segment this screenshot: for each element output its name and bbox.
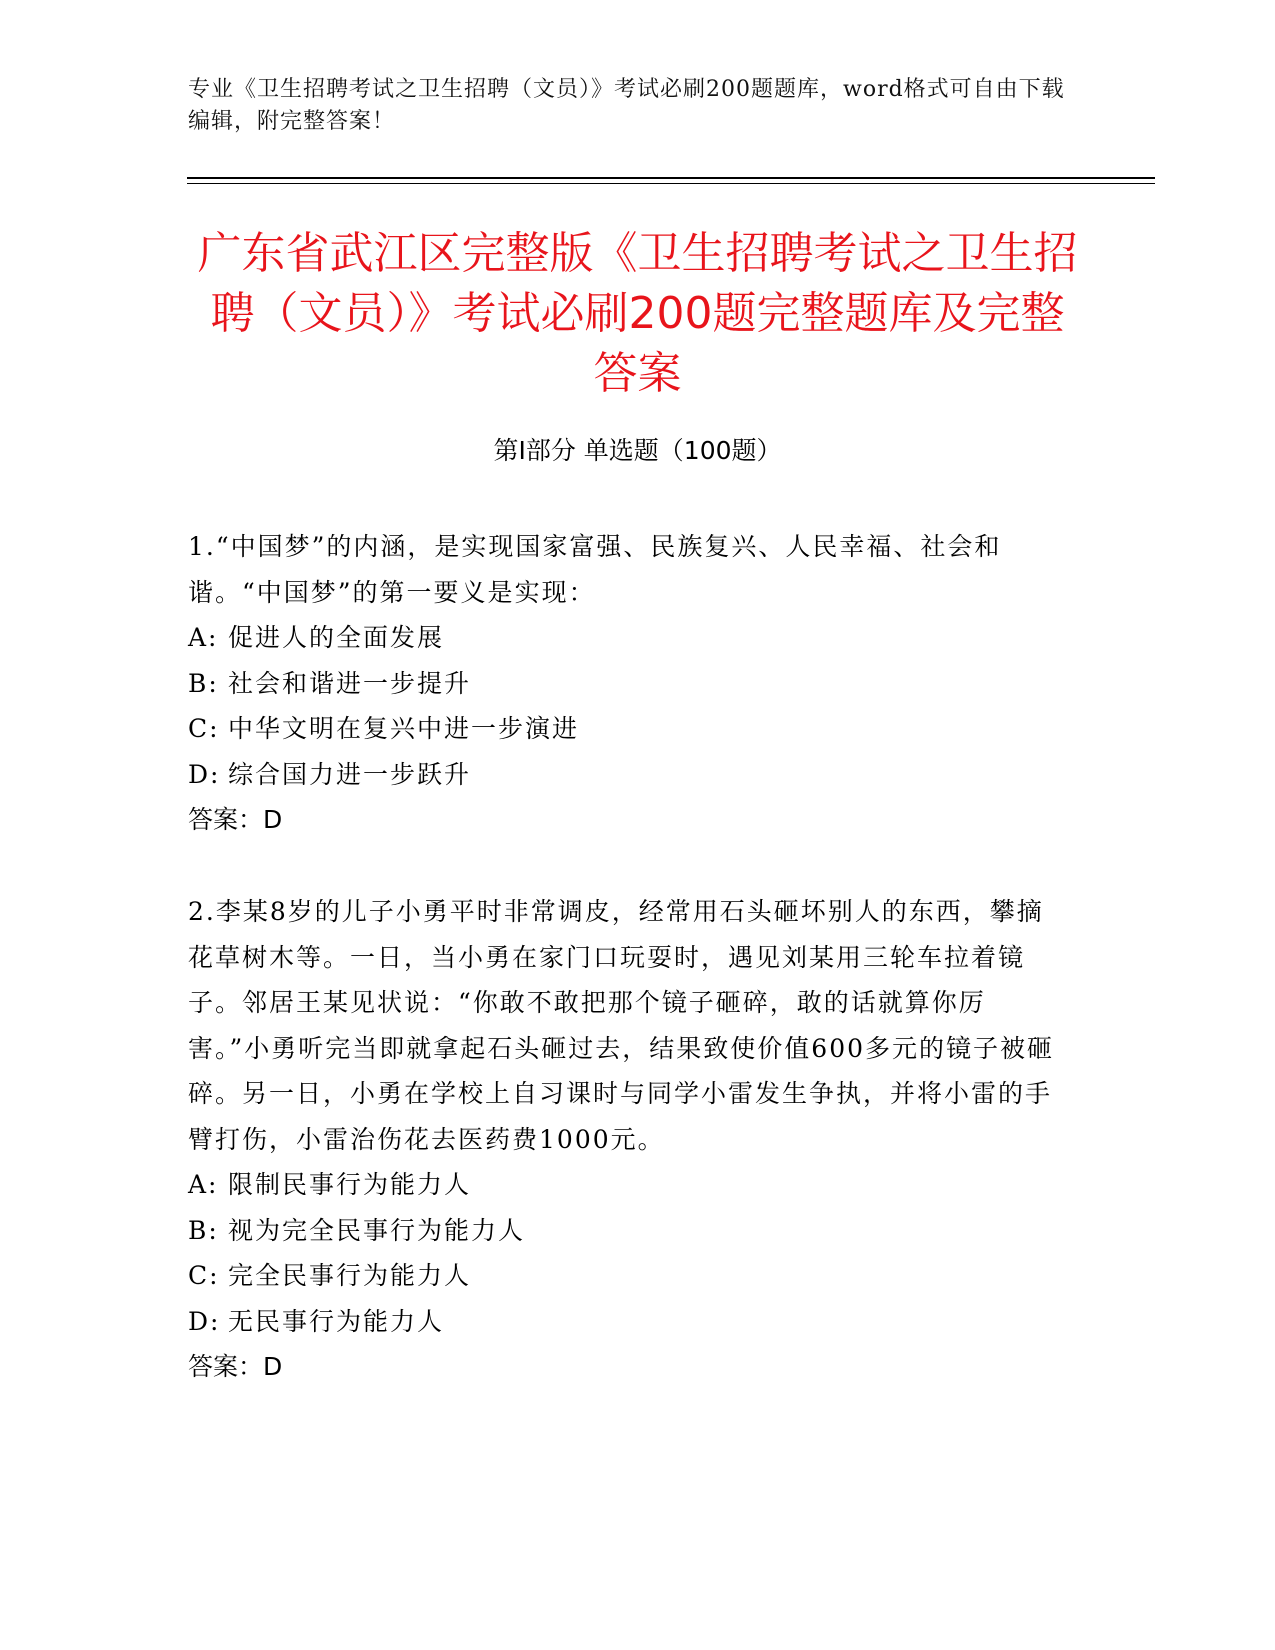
option-letter: C:	[188, 714, 220, 743]
question-1	[188, 524, 1068, 843]
question-stem: 1.“中国梦”的内涵，是实现国家富强、民族复兴、人民幸福、社会和谐。“中国梦”的第一要义是实现：	[188, 532, 1002, 607]
option-letter: A:	[188, 623, 219, 652]
option-b	[188, 1208, 1068, 1254]
header-divider-thin	[187, 183, 1155, 184]
option-c	[188, 1253, 1068, 1299]
answer-line: 答案：D	[188, 805, 283, 834]
option-a	[188, 1162, 1068, 1208]
option-letter: D:	[188, 759, 221, 789]
option-letter: A:	[188, 1170, 219, 1199]
option-letter: D:	[188, 1306, 221, 1336]
option-b	[188, 661, 1068, 707]
option-text: 社会和谐进一步提升	[228, 668, 472, 698]
header-note: 专业《卫生招聘考试之卫生招聘（文员）》考试必刷200题题库，word格式可自由下载编辑，附完整答案！	[188, 77, 1065, 134]
option-a	[188, 615, 1068, 661]
option-c	[188, 706, 1068, 752]
answer-line: 答案：D	[188, 1352, 283, 1381]
option-d	[188, 1299, 1068, 1345]
option-text: 视为完全民事行为能力人	[228, 1215, 526, 1245]
header-divider-thick	[187, 177, 1155, 179]
document-title: 广东省武江区完整版《卫生招聘考试之卫生招聘（文员）》考试必刷200题完整题库及完整答案	[197, 228, 1078, 399]
option-text: 促进人的全面发展	[228, 623, 445, 652]
option-text: 综合国力进一步跃升	[228, 759, 472, 789]
section-title: 第Ⅰ部分 单选题（100题）	[493, 436, 782, 465]
question-stem: 2.李某8岁的儿子小勇平时非常调皮，经常用石头砸坏别人的东西，攀摘花草树木等。一日，当小勇在家门口玩耍时，遇见刘某用三轮车拉着镜子。邻居王某见状说：“你敢不敢把那个镜子砸碎，敢的话就算你厉害。”小勇听完当即就拿起石头砸过去，结果致使价值600多元的镜子被砸碎。另一日，小勇在学校上自习课时与同学小雷发生争执，并将小雷的手臂打伤，小雷治伤花去医药费1000元。	[188, 897, 1055, 1154]
option-letter: B:	[188, 668, 219, 698]
option-letter: C:	[188, 1261, 220, 1290]
option-text: 无民事行为能力人	[228, 1306, 445, 1336]
option-letter: B:	[188, 1215, 219, 1245]
option-text: 完全民事行为能力人	[228, 1261, 472, 1290]
question-2	[188, 889, 1068, 1390]
option-text: 限制民事行为能力人	[228, 1170, 472, 1199]
option-d	[188, 752, 1068, 798]
option-text: 中华文明在复兴中进一步演进	[228, 714, 580, 743]
